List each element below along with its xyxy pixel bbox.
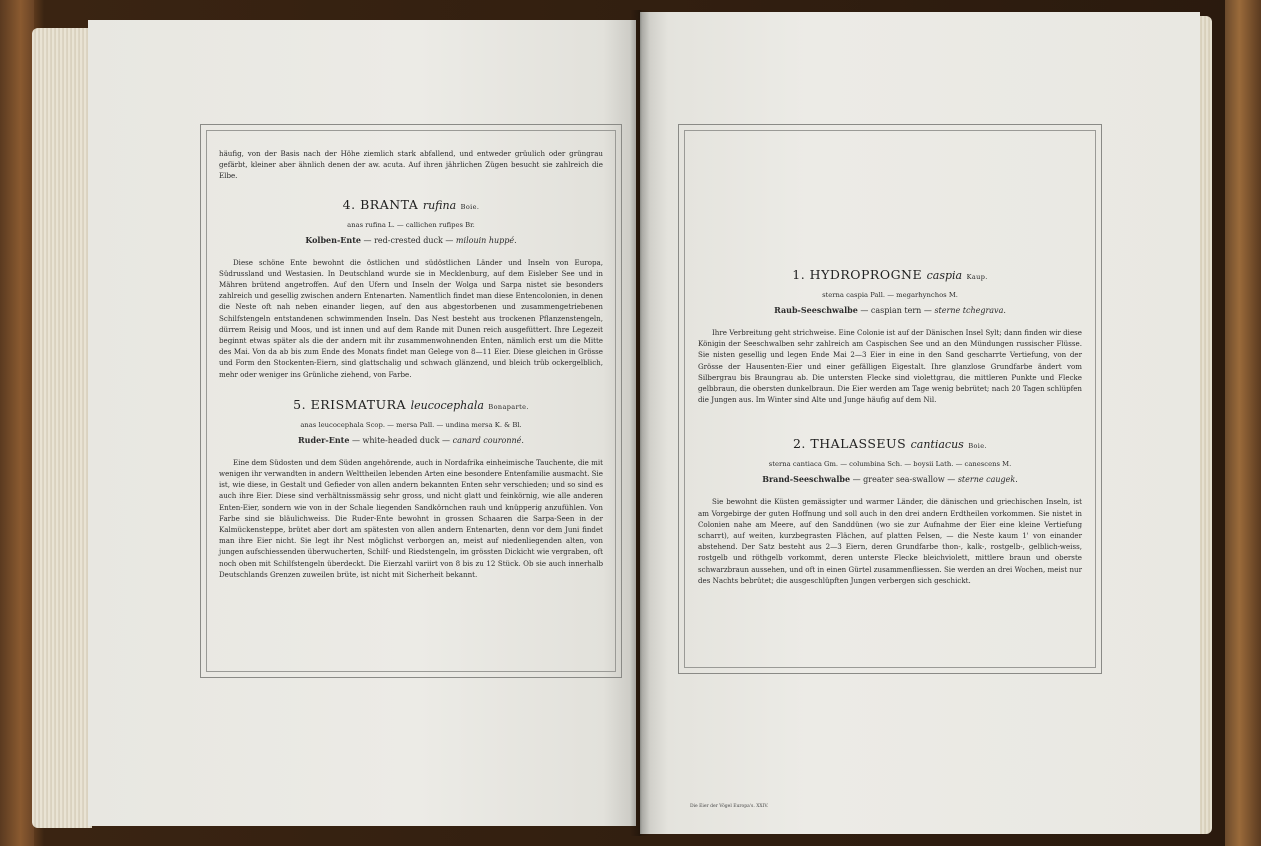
book-cover-left	[0, 0, 34, 846]
right-page	[640, 12, 1200, 834]
left-text-block	[219, 148, 603, 580]
french-name: milouin huppé.	[455, 235, 517, 245]
page-edges-left	[32, 28, 92, 828]
synonyms: sterna cantiaca Gm. — columbina Sch. — boysii Lath. — canescens M.	[768, 460, 1012, 469]
synonyms: anas leucocephala Scop. — mersa Pall. — undina mersa K. & Bl.	[300, 420, 522, 429]
section-body: Eine dem Südosten und dem Süden angehörende, auch in Nordafrika einheimische Tauchente, die mit wenigen ihr verwandten in andern Welttheilen lebenden Arten eine besondere Entenfamilie ausmacht. Sie ist, wie diese, in Gestalt und Gefieder von allen andern bekannten Enten sehr verschieden; und so sind es auch ihre Eier. Diese sind verhältnissmässig sehr gross, und nicht glatt und feinkörnig, wie alle anderen Enten-Eier, sondern wie von in der Schale liegenden Sandkörnchen rauh und knüpperig anzufühlen. Von Farbe sind sie bläulichweiss. Die Ruder-Ente bewohnt in grossen Schaaren die Sarpa-Seen in der Kalmückensteppe, brütet aber dort am spätesten von allen andern Entenarten, denn vor dem Juni findet man ihre Eier nicht. Sie legt ihr Nest möglichst verborgen an, meist auf niedenliegenden alten, von jungen aufschiessenden überwucherten, Schilf- und Riedstengeln, im grössten Dickicht wie vergraben, oft noch oben mit Schilfstengeln überdeckt. Die Eierzahl variirt von 8 bis zu 12 Stück. Ob sie auch innerhalb Deutschlands Grenzen zuweilen brüte, ist nicht mit Sicherheit bekannt.	[219, 457, 603, 579]
english-name: white-headed duck	[362, 435, 440, 445]
book-gutter-shadow	[630, 10, 650, 836]
left-intro-paragraph: häufig, von der Basis nach der Höhe ziemlich stark abfallend, und entweder grüulich oder grüngrau gefärbt, kleiner aber ähnlich denen der aw. acuta. Auf ihren jährlichen Zügen besucht sie zahlreich die Elbe.	[219, 149, 603, 181]
genus-name: BRANTA	[360, 196, 419, 212]
section-heading-thalasseus	[698, 435, 1082, 455]
common-names: Kolben-Ente — red-crested duck — milouin huppé.	[305, 234, 517, 245]
common-names: Brand-Seeschwalbe — greater sea-swallow — sterne caugek.	[762, 474, 1018, 485]
author-name: Bonaparte.	[488, 402, 529, 411]
section-heading-branta	[219, 196, 603, 216]
genus-name: HYDROPROGNE	[809, 267, 923, 282]
page-footer: Die Eier der Vögel Europa's. XXIV.	[690, 804, 769, 809]
section-number: 4.	[342, 196, 356, 212]
section-number: 5.	[293, 396, 307, 412]
species-name: cantiacus	[910, 438, 964, 452]
species-name: caspia	[926, 269, 963, 282]
english-name: red-crested duck	[374, 235, 443, 245]
synonyms: sterna caspia Pall. — megarhynchos M.	[822, 291, 958, 299]
section-number: 2.	[792, 436, 806, 452]
german-name: Kolben-Ente	[305, 234, 361, 245]
common-names: Raub-Seeschwalbe — caspian tern — sterne tchegrava.	[774, 305, 1006, 315]
author-name: Boie.	[460, 202, 480, 211]
section-heading-erismatura	[219, 396, 603, 416]
genus-name: THALASSEUS	[810, 436, 907, 452]
section-heading-hydroprogne	[698, 266, 1082, 286]
common-names: Ruder-Ente — white-headed duck — canard couronné.	[298, 434, 524, 445]
section-body: Sie bewohnt die Küsten gemässigter und warmer Länder, die dänischen und griechischen Inseln, ist am Vorgebirge der guten Hoffnung und soll auch in den drei andern Erdtheilen vorkommen. Sie nistet in Colonien nahe am Meere, auf den Sanddünen (wo sie zur Aufnahme der Eier eine kleine Vertiefung scharrt), auf weiten, kurzbegrasten Flächen, auf platten Felsen, — die Neste kaum 1' von einander abstehend. Der Satz besteht aus 2—3 Eiern, deren Grundfarbe thon-, kalk-, rostgelb-, gelblich-weiss, rostgelb und röthgelb vorkommt, deren unterste Flecke bleichviolett, mittlere braun und oberste schwarzbraun aussehen, und oft in einen Gürtel zusammenfliessen. Sie werden an drei Wochen, meist nur des Nachts bebrütet; die ausgeschlüpften Jungen verbergen sich geschickt.	[698, 497, 1082, 585]
section-number: 1.	[792, 267, 806, 282]
french-name: canard couronné.	[452, 435, 524, 445]
author-name: Kaup.	[966, 273, 988, 281]
section-body: Ihre Verbreitung geht strichweise. Eine Colonie ist auf der Dänischen Insel Sylt; dann finden wir diese Königin der Seeschwalben sehr zahlreich am Caspischen See und an den Mündungen russischer Flüsse. Sie nisten gesellig und legen Ende Mai 2—3 Eier in eine in den Sand gescharrte Vertiefung, von der Grösse der Hausenten-Eier und einer gefälligen Eigestalt. Ihre glanzlose Grundfarbe ändert vom Silbergrau bis Braungrau ab. Die untersten Flecke sind violettgrau, die mittleren Punkte und Flecke gelbbraun, die obersten dunkelbraun. Die Eier werden am Tage wenig bebrütet; nach 20 Tagen schlüpfen die Jungen aus. Im Winter sind Alte und Junge häufig auf dem Nil.	[698, 328, 1082, 405]
french-name: sterne caugek.	[957, 475, 1018, 485]
species-name: rufina	[422, 198, 457, 212]
section-body: Diese schöne Ente bewohnt die östlichen und südöstlichen Länder und Inseln von Europa, Südrussland und Westasien. In Deutschland wurde sie in Mecklenburg, auf dem Eisleber See und in Mähren brütend angetroffen. Auf den Ufern und Inseln der Wolga und Sarpa nistet sie besonders zahlreich und gesellig zwischen andern Entenarten. Namentlich findet man diese Entencolonien, in denen die Neste oft nah neben einander liegen, auf den aus abgestorbenen und zusammengetriebenen Schilfstengeln entstandenen schwimmenden Inseln. Das Nest besteht aus trockenen Pflanzenstengeln, dürrem Reisig und Moos, und ist innen und auf dem Rande mit Dunen reich ausgefüttert. Ihre Legezeit beginnt etwas später als die der andern mit ihr zusammenwohnenden Enten, nämlich erst um die Mitte des Mai. Von da ab bis zum Ende des Monats findet man Gelege von 8—11 Eier. Diese gleichen in Grösse und Form den Stockenten-Eiern, sind glattschalig und schwach glänzend, und bleich trüb ockergelblich, mehr oder weniger ins Grünliche ziehend, von Farbe.	[219, 257, 603, 379]
synonyms: anas rufina L. — callichen rufipes Br.	[347, 220, 475, 229]
german-name: Ruder-Ente	[298, 434, 350, 445]
english-name: greater sea-swallow	[863, 475, 945, 485]
author-name: Boie.	[968, 442, 987, 451]
species-name: leucocephala	[410, 398, 484, 412]
english-name: caspian tern	[870, 306, 922, 315]
right-text-block	[698, 266, 1082, 586]
genus-name: ERISMATURA	[310, 396, 407, 412]
french-name: sterne tchegrava.	[934, 306, 1006, 315]
german-name: Raub-Seeschwalbe	[774, 305, 858, 315]
german-name: Brand-Seeschwalbe	[762, 474, 851, 485]
left-page	[88, 20, 636, 826]
book-cover-right	[1225, 0, 1261, 846]
